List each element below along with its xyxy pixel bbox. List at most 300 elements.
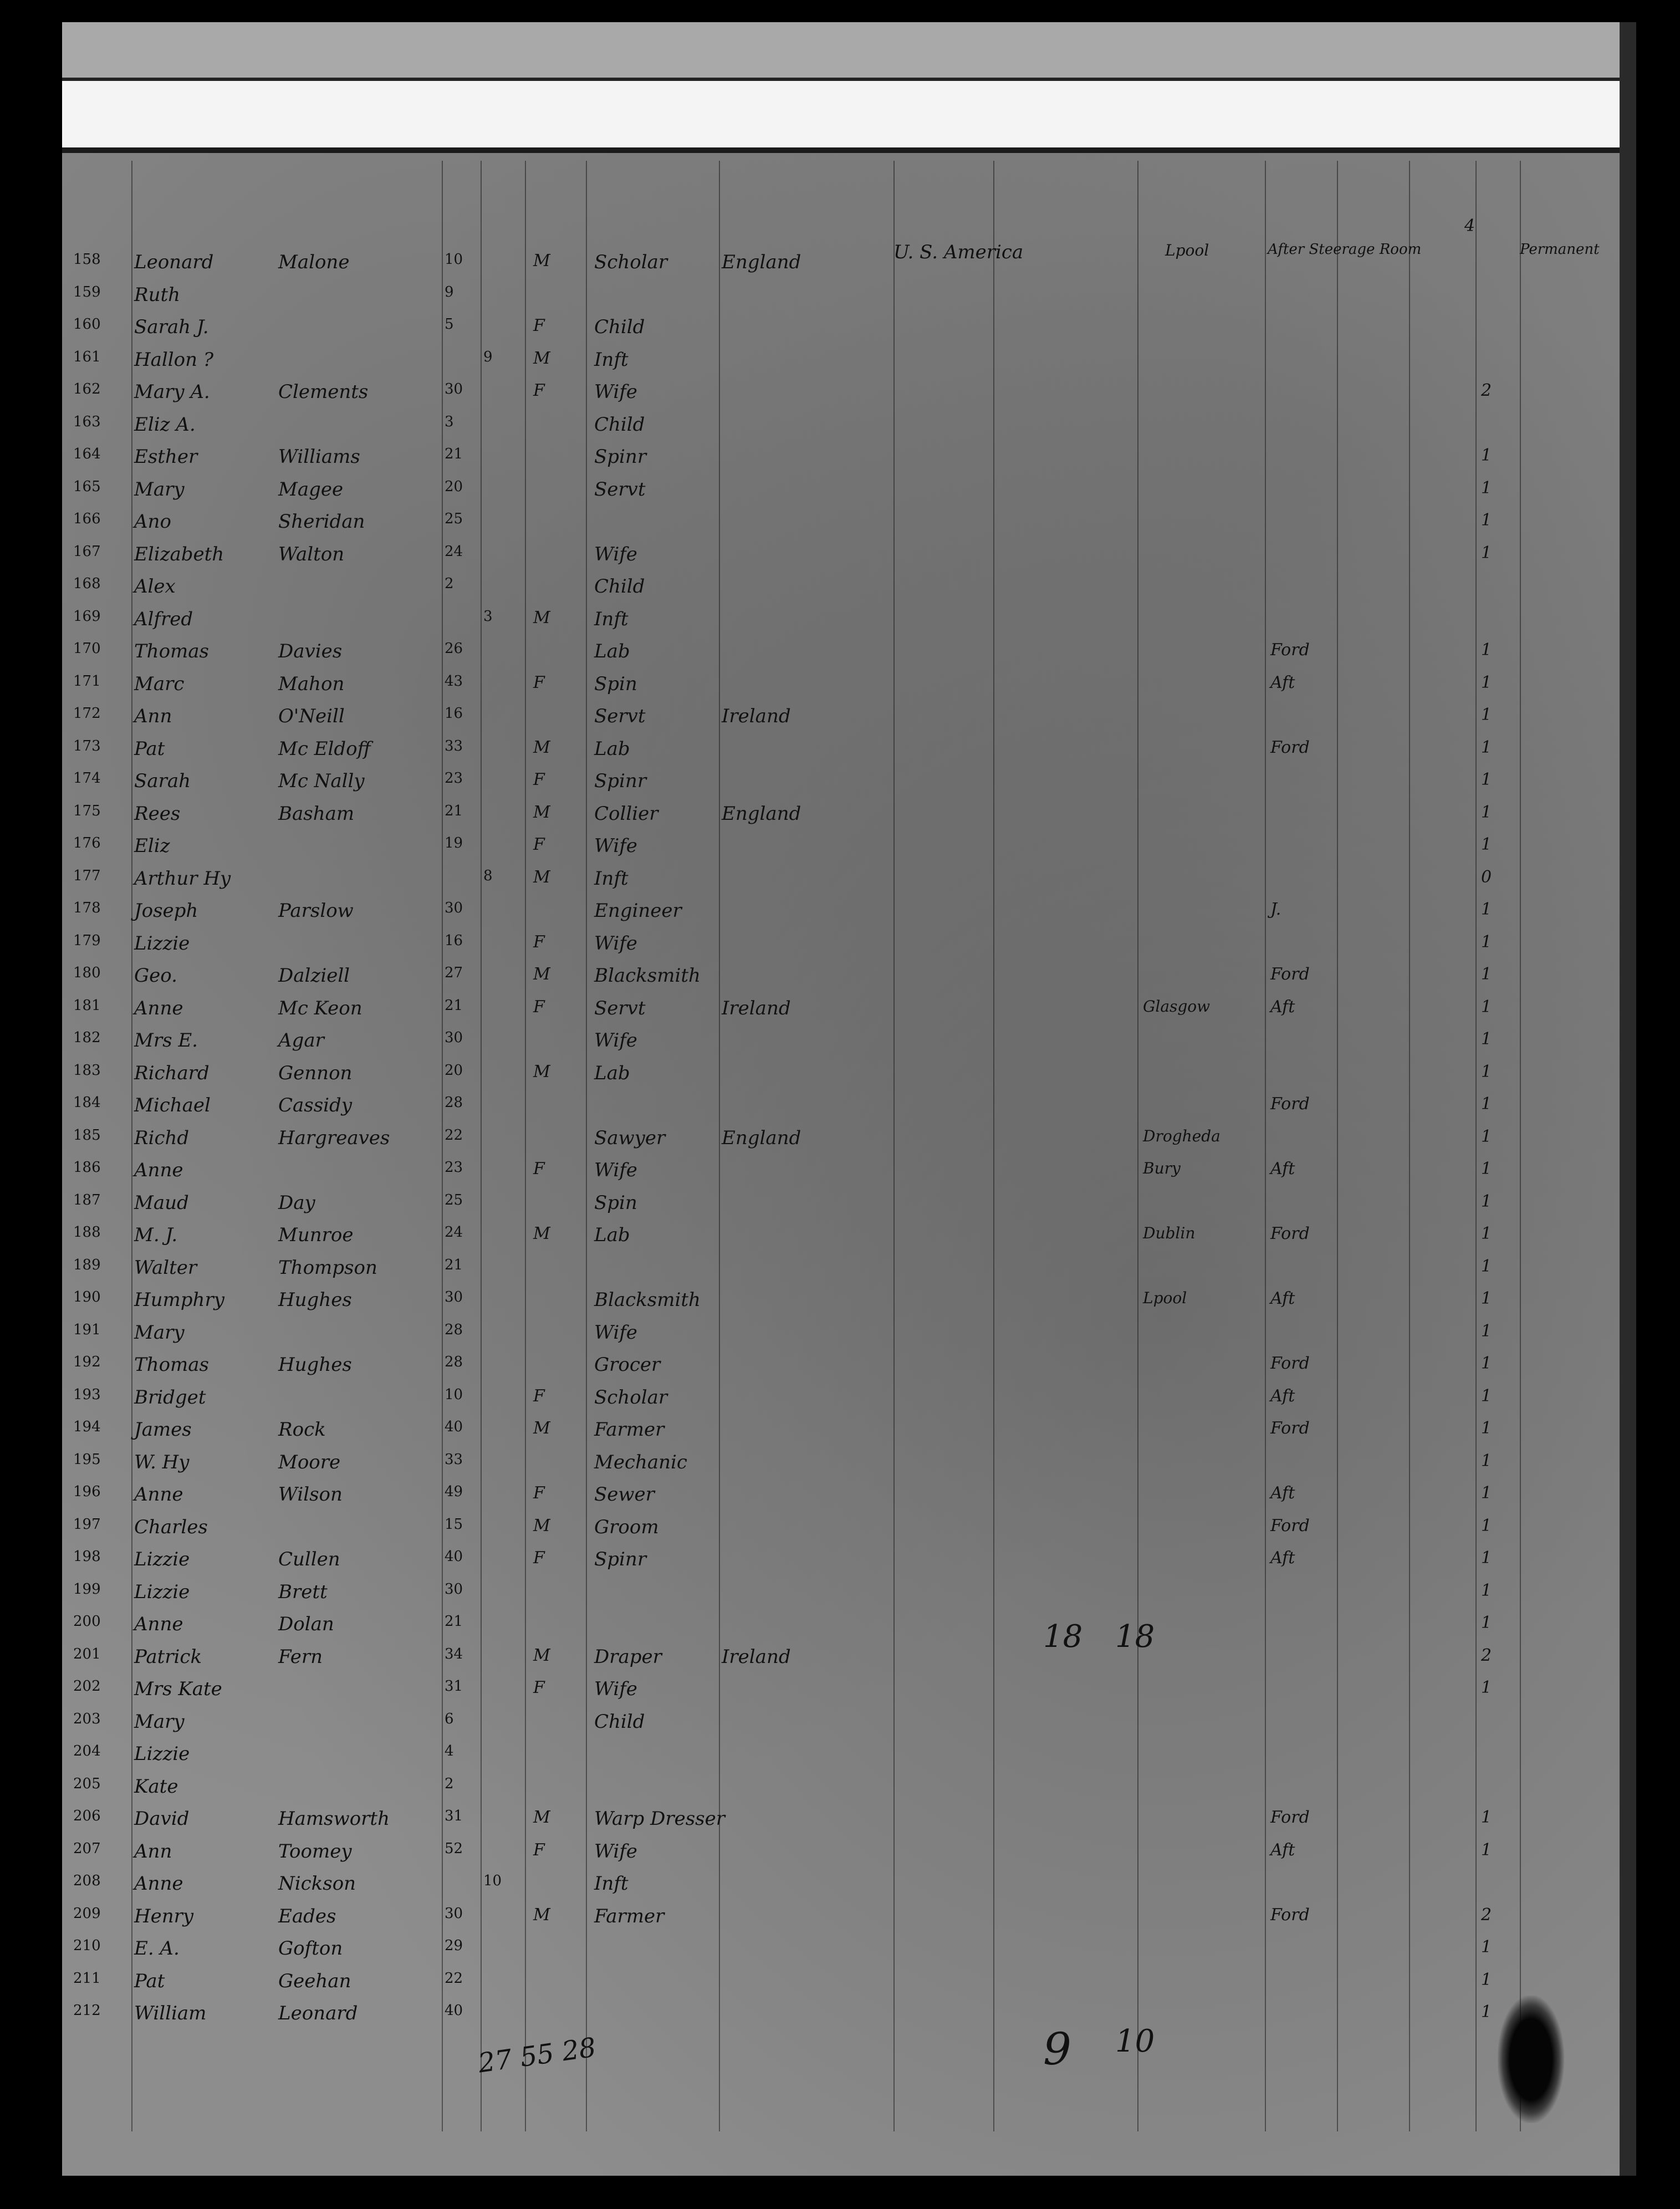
sex: F: [533, 770, 545, 789]
age: 25: [445, 1191, 463, 1208]
sex: F: [533, 1386, 545, 1406]
row-number: 207: [73, 1840, 101, 1857]
surname: Gofton: [278, 1937, 343, 1960]
age: 15: [445, 1516, 463, 1533]
table-row: [62, 1155, 1614, 1187]
first-name: E. A.: [134, 1937, 180, 1960]
age: 21: [445, 1613, 463, 1630]
row-number: 159: [73, 283, 101, 300]
header-strip: [62, 22, 1636, 78]
count: 2: [1481, 1645, 1492, 1665]
row-number: 211: [73, 1970, 101, 1987]
table-row: [62, 1090, 1614, 1123]
table-row: [62, 604, 1614, 636]
first-name: Thomas: [134, 640, 210, 662]
occupation: Wife: [594, 1840, 637, 1863]
first-name: Mary: [134, 478, 185, 501]
surname: Dolan: [278, 1613, 334, 1635]
surname: Nickson: [278, 1873, 356, 1895]
row-number: 167: [73, 543, 101, 560]
first-name: Sarah: [134, 770, 191, 792]
table-row: [62, 1058, 1614, 1090]
sex: F: [533, 672, 545, 692]
first-name: Arthur Hy: [134, 867, 231, 890]
count: 2: [1481, 381, 1492, 400]
steerage: Aft: [1270, 997, 1295, 1017]
surname: Brett: [278, 1580, 328, 1603]
occupation: Wife: [594, 1029, 637, 1052]
steerage: J.: [1270, 900, 1281, 919]
surname: Fern: [278, 1645, 323, 1668]
first-name: Maud: [134, 1191, 189, 1214]
sex: M: [533, 1062, 550, 1081]
sex: F: [533, 932, 545, 952]
count: 1: [1481, 1840, 1492, 1860]
first-name: Mary A.: [134, 381, 210, 403]
steerage: Ford: [1270, 1224, 1310, 1243]
table-row: [62, 1382, 1614, 1415]
occupation: Spinr: [594, 446, 647, 468]
count: 1: [1481, 511, 1492, 530]
age: 3: [445, 413, 454, 430]
steerage: Aft: [1270, 1159, 1295, 1179]
surname: Cassidy: [278, 1094, 353, 1116]
first-name: Thomas: [134, 1354, 210, 1376]
row-number: 191: [73, 1321, 101, 1338]
port: Glasgow: [1143, 997, 1211, 1016]
first-name: Eliz A.: [134, 413, 196, 436]
table-row: [62, 1738, 1614, 1771]
header-count: 4: [1464, 216, 1475, 236]
row-number: 166: [73, 511, 101, 527]
age: 40: [445, 1548, 463, 1565]
steerage: Aft: [1270, 1483, 1295, 1503]
sex: M: [533, 1419, 550, 1438]
surname: Geehan: [278, 1970, 351, 1992]
first-name: Bridget: [134, 1386, 206, 1409]
steerage: Ford: [1270, 965, 1310, 984]
age: 22: [445, 1970, 463, 1987]
infant-months: 8: [483, 867, 493, 884]
occupation: Servt: [594, 478, 646, 501]
sex: M: [533, 1224, 550, 1243]
age: 30: [445, 900, 463, 916]
table-row: [62, 1966, 1614, 1998]
infant-months: 9: [483, 348, 493, 365]
sex: M: [533, 1905, 550, 1925]
age: 28: [445, 1354, 463, 1370]
sex: M: [533, 1808, 550, 1827]
count: 1: [1481, 1678, 1492, 1697]
header-us: U. S. America: [893, 241, 1024, 263]
occupation: Farmer: [594, 1905, 665, 1927]
row-number: 189: [73, 1256, 101, 1273]
occupation: Spinr: [594, 1548, 647, 1570]
age: 20: [445, 478, 463, 495]
occupation: Wife: [594, 932, 637, 955]
table-row: [62, 1577, 1614, 1609]
surname: Hughes: [278, 1289, 352, 1311]
sex: M: [533, 737, 550, 757]
row-number: 201: [73, 1645, 101, 1662]
age: 40: [445, 2002, 463, 2019]
count: 1: [1481, 835, 1492, 854]
table-row: [62, 571, 1614, 604]
row-number: 199: [73, 1580, 101, 1598]
surname: Rock: [278, 1419, 326, 1441]
surname: Hargreaves: [278, 1126, 390, 1149]
surname: Walton: [278, 543, 345, 565]
count: 1: [1481, 543, 1492, 563]
table-row: [62, 1284, 1614, 1317]
age: 21: [445, 1256, 463, 1273]
occupation: Blacksmith: [594, 1289, 701, 1311]
age: 33: [445, 737, 463, 754]
steerage: Ford: [1270, 1516, 1310, 1535]
count: 1: [1481, 478, 1492, 498]
row-number: 180: [73, 965, 101, 981]
white-band: [62, 78, 1636, 153]
table-row: [62, 733, 1614, 766]
sex: F: [533, 1548, 545, 1568]
age: 30: [445, 1289, 463, 1305]
first-name: W. Hy: [134, 1451, 190, 1473]
surname: Davies: [278, 640, 343, 662]
ledger-sheet: [62, 22, 1636, 2176]
row-number: 205: [73, 1775, 101, 1792]
first-name: Pat: [134, 737, 165, 760]
row-number: 164: [73, 446, 101, 462]
first-name: Marc: [134, 672, 185, 695]
occupation: Spinr: [594, 770, 647, 792]
steerage: Ford: [1270, 1094, 1310, 1114]
steerage: Aft: [1270, 1289, 1295, 1308]
sex: F: [533, 835, 545, 854]
occupation: Wife: [594, 381, 637, 403]
count: 2: [1481, 1905, 1492, 1925]
first-name: Elizabeth: [134, 543, 224, 565]
occupation: Child: [594, 1710, 645, 1733]
age: 30: [445, 381, 463, 397]
table-row: [62, 441, 1614, 474]
age: 21: [445, 802, 463, 819]
count: 1: [1481, 1256, 1492, 1276]
row-number: 190: [73, 1289, 101, 1305]
first-name: M. J.: [134, 1224, 178, 1246]
table-row: [62, 1868, 1614, 1901]
row-number: 186: [73, 1159, 101, 1176]
row-number: 158: [73, 251, 101, 268]
age: 21: [445, 997, 463, 1014]
first-name: Anne: [134, 1159, 183, 1181]
steerage: Aft: [1270, 1840, 1295, 1860]
surname: Cullen: [278, 1548, 340, 1570]
first-name: Anne: [134, 1873, 183, 1895]
count: 1: [1481, 1094, 1492, 1114]
surname: Agar: [278, 1029, 324, 1052]
first-name: Walter: [134, 1256, 197, 1279]
first-name: David: [134, 1808, 190, 1830]
surname: Munroe: [278, 1224, 354, 1246]
occupation: Farmer: [594, 1419, 665, 1441]
first-name: Alex: [134, 575, 176, 598]
count: 1: [1481, 1451, 1492, 1471]
steerage: Ford: [1270, 1905, 1310, 1925]
occupation: Child: [594, 413, 645, 436]
occupation: Lab: [594, 737, 630, 760]
occupation: Inft: [594, 348, 629, 371]
occupation: Sewer: [594, 1483, 655, 1506]
age: 10: [445, 251, 463, 268]
port: Dublin: [1143, 1224, 1196, 1242]
age: 5: [445, 316, 454, 333]
right-edge: [1620, 22, 1636, 2176]
row-number: 208: [73, 1873, 101, 1889]
occupation: Grocer: [594, 1354, 661, 1376]
table-row: [62, 928, 1614, 961]
table-row: [62, 1025, 1614, 1058]
table-row: [62, 1836, 1614, 1869]
age: 19: [445, 835, 463, 851]
surname: Moore: [278, 1451, 341, 1473]
infant-months: 3: [483, 608, 493, 625]
sex: M: [533, 1645, 550, 1665]
occupation: Warp Dresser: [594, 1808, 725, 1830]
count: 1: [1481, 932, 1492, 952]
surname: Sheridan: [278, 511, 365, 533]
table-row: [62, 1544, 1614, 1577]
table-row: [62, 539, 1614, 572]
age: 26: [445, 640, 463, 657]
row-number: 195: [73, 1451, 101, 1468]
surname: Mc Eldoff: [278, 737, 371, 760]
table-row: [62, 863, 1614, 896]
row-number: 193: [73, 1386, 101, 1403]
row-number: 185: [73, 1126, 101, 1144]
age: 34: [445, 1645, 463, 1662]
age: 10: [445, 1386, 463, 1403]
table-row: [62, 701, 1614, 733]
row-number: 197: [73, 1516, 101, 1533]
age: 30: [445, 1905, 463, 1922]
row-number: 184: [73, 1094, 101, 1111]
age: 28: [445, 1321, 463, 1338]
table-row: [62, 895, 1614, 928]
table-row: [62, 506, 1614, 539]
occupation: Scholar: [594, 251, 668, 273]
row-number: 170: [73, 640, 101, 657]
surname: Mc Nally: [278, 770, 365, 792]
age: 23: [445, 1159, 463, 1176]
age: 24: [445, 1224, 463, 1241]
row-number: 209: [73, 1905, 101, 1922]
sex: M: [533, 608, 550, 628]
age: 31: [445, 1808, 463, 1824]
count: 1: [1481, 737, 1492, 757]
infant-months: 10: [483, 1873, 502, 1889]
row-number: 203: [73, 1710, 101, 1727]
table-row: [62, 798, 1614, 831]
row-number: 177: [73, 867, 101, 884]
row-number: 202: [73, 1678, 101, 1695]
age: 25: [445, 511, 463, 527]
table-row: [62, 474, 1614, 507]
surname: O'Neill: [278, 705, 345, 727]
count: 1: [1481, 1483, 1492, 1503]
row-number: 192: [73, 1354, 101, 1370]
surname: Clements: [278, 381, 369, 403]
surname: Hughes: [278, 1354, 352, 1376]
table-row: [62, 1349, 1614, 1382]
count: 1: [1481, 672, 1492, 692]
surname: Basham: [278, 802, 355, 825]
first-name: Lizzie: [134, 1743, 190, 1765]
count: 1: [1481, 1321, 1492, 1341]
first-name: Henry: [134, 1905, 194, 1927]
age: 2: [445, 575, 454, 592]
row-number: 212: [73, 2002, 101, 2019]
sex: M: [533, 251, 550, 271]
row-number: 171: [73, 672, 101, 690]
first-name: James: [134, 1419, 192, 1441]
steerage: Ford: [1270, 1808, 1310, 1827]
sex: F: [533, 1483, 545, 1503]
row-number: 188: [73, 1224, 101, 1241]
occupation: Scholar: [594, 1386, 668, 1409]
first-name: Ann: [134, 705, 172, 727]
row-number: 175: [73, 802, 101, 819]
steerage: Ford: [1270, 1354, 1310, 1373]
first-name: William: [134, 2002, 207, 2024]
row-number: 173: [73, 737, 101, 754]
surname: Thompson: [278, 1256, 377, 1279]
row-number: 176: [73, 835, 101, 851]
occupation: Inft: [594, 867, 629, 890]
occupation: Draper: [594, 1645, 662, 1668]
surname: Toomey: [278, 1840, 352, 1863]
count: 1: [1481, 1289, 1492, 1308]
occupation: Child: [594, 316, 645, 338]
count: 1: [1481, 1580, 1492, 1600]
occupation: Wife: [594, 1678, 637, 1700]
count: 1: [1481, 1159, 1492, 1179]
age: 16: [445, 932, 463, 949]
tally-mid-b: 18: [1115, 1619, 1155, 1655]
first-name: Lizzie: [134, 1548, 190, 1570]
occupation: Servt: [594, 705, 646, 727]
first-name: Ruth: [134, 283, 181, 306]
first-name: Anne: [134, 1613, 183, 1635]
surname: Hamsworth: [278, 1808, 390, 1830]
occupation: Blacksmith: [594, 965, 701, 987]
row-number: 174: [73, 770, 101, 787]
occupation: Spin: [594, 672, 637, 695]
surname: Magee: [278, 478, 344, 501]
row-number: 179: [73, 932, 101, 949]
first-name: Alfred: [134, 608, 193, 630]
row-number: 161: [73, 348, 101, 365]
count: 1: [1481, 1029, 1492, 1049]
table-row: [62, 1706, 1614, 1739]
first-name: Ano: [134, 511, 171, 533]
nationality: England: [722, 802, 801, 825]
occupation: Collier: [594, 802, 658, 825]
first-name: Joseph: [134, 900, 198, 922]
first-name: Mary: [134, 1710, 185, 1733]
nationality: Ireland: [722, 997, 791, 1019]
table-row: [62, 1187, 1614, 1220]
first-name: Mrs E.: [134, 1029, 198, 1052]
table-row: [62, 1123, 1614, 1155]
surname: Dalziell: [278, 965, 350, 987]
age: 29: [445, 1937, 463, 1954]
sex: F: [533, 1159, 545, 1179]
table-row: [62, 1674, 1614, 1706]
table-row: [62, 1609, 1614, 1641]
count: 1: [1481, 997, 1492, 1017]
row-number: 198: [73, 1548, 101, 1565]
row-number: 168: [73, 575, 101, 592]
count: 0: [1481, 867, 1492, 887]
sex: F: [533, 1678, 545, 1697]
steerage: Ford: [1270, 1419, 1310, 1438]
occupation: Inft: [594, 608, 629, 630]
count: 1: [1481, 1937, 1492, 1957]
table-row: [62, 344, 1614, 377]
count: 1: [1481, 1354, 1492, 1373]
table-row: [62, 1998, 1614, 2031]
occupation: Lab: [594, 1062, 630, 1084]
surname: Mc Keon: [278, 997, 362, 1019]
occupation: Child: [594, 575, 645, 598]
age: 33: [445, 1451, 463, 1468]
first-name: Leonard: [134, 251, 214, 273]
age: 30: [445, 1580, 463, 1598]
table-row: [62, 1771, 1614, 1804]
table-row: [62, 312, 1614, 344]
age: 21: [445, 446, 463, 462]
first-name: Michael: [134, 1094, 211, 1116]
surname: Williams: [278, 446, 360, 468]
ink-stain: [1498, 1996, 1564, 2123]
count: 1: [1481, 802, 1492, 822]
occupation: Wife: [594, 835, 637, 857]
occupation: Groom: [594, 1516, 659, 1538]
port: Bury: [1143, 1159, 1181, 1177]
occupation: Wife: [594, 1159, 637, 1181]
surname: Gennon: [278, 1062, 353, 1084]
row-number: 160: [73, 316, 101, 333]
sex: F: [533, 997, 545, 1017]
header-steerage: After Steerage Room: [1268, 241, 1422, 258]
count: 1: [1481, 1126, 1492, 1146]
surname: Malone: [278, 251, 350, 273]
nationality: Ireland: [722, 705, 791, 727]
steerage: Ford: [1270, 737, 1310, 757]
occupation: Inft: [594, 1873, 629, 1895]
sex: F: [533, 381, 545, 400]
first-name: Esther: [134, 446, 198, 468]
count: 1: [1481, 1191, 1492, 1211]
count: 1: [1481, 965, 1492, 984]
sex: F: [533, 316, 545, 335]
table-row: [62, 376, 1614, 409]
table-row: [62, 669, 1614, 701]
sex: M: [533, 802, 550, 822]
first-name: Pat: [134, 1970, 165, 1992]
age: 16: [445, 705, 463, 722]
age: 22: [445, 1126, 463, 1144]
